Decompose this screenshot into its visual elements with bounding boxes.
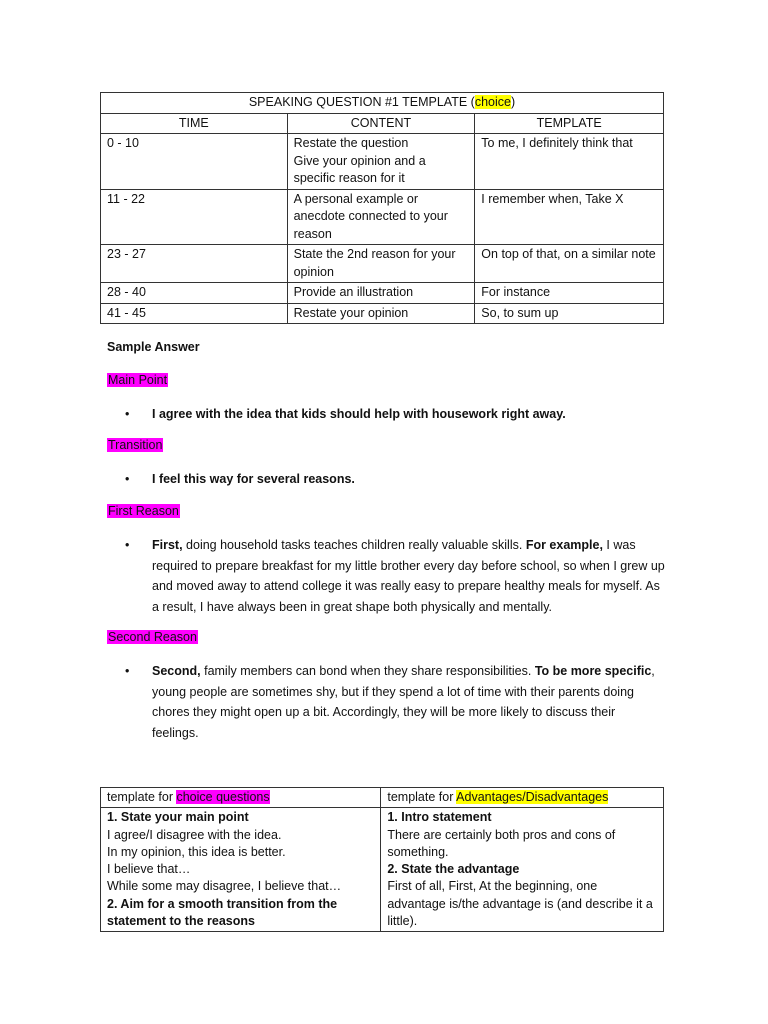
table-header-row	[101, 788, 664, 808]
bullet-icon: •	[125, 664, 130, 678]
list-item: There are certainly both pros and cons of something.	[387, 827, 616, 859]
content-cell: State the 2nd reason for your opinion	[287, 245, 475, 283]
transition-label: Transition	[108, 438, 163, 452]
choice-questions-highlight: choice questions	[176, 790, 270, 804]
list-item: I agree/I disagree with the idea.	[107, 827, 282, 842]
choice-questions-header: template for choice questions	[101, 788, 381, 808]
table-row	[101, 303, 664, 324]
header-content: CONTENT	[287, 113, 475, 134]
template-cell: To me, I definitely think that	[475, 134, 664, 190]
time-cell: 41 - 45	[101, 303, 288, 324]
second-reason-text: Second, family members can bond when they share responsibilities. To be more specific, young people are sometimes shy, but if they spend a lot of time with their parents doing chores they might open up a bit. Accordingly, they will be more likely to discuss their feelings.	[152, 664, 655, 740]
templates-comparison-table	[100, 787, 664, 932]
table-header-row	[101, 113, 664, 134]
list-item	[125, 661, 665, 743]
second-reason-label: Second Reason	[108, 630, 197, 644]
choice-highlight: choice	[474, 95, 511, 109]
list-item: 1. Intro statement	[387, 810, 492, 825]
table-title: SPEAKING QUESTION #1 TEMPLATE (choice)	[101, 93, 664, 114]
table-row	[101, 134, 664, 190]
template-cell: On top of that, on a similar note	[475, 245, 664, 283]
content-cell: Provide an illustration	[287, 283, 475, 304]
speaking-template-table	[100, 92, 664, 324]
time-cell: 28 - 40	[101, 283, 288, 304]
list-item	[125, 535, 665, 617]
table-row	[101, 245, 664, 283]
table-row	[101, 808, 664, 932]
template-cell: For instance	[475, 283, 664, 304]
bullet-icon: •	[125, 407, 130, 421]
list-item: 1. State your main point	[107, 810, 249, 825]
header-template: TEMPLATE	[475, 113, 664, 134]
content-cell: A personal example or anecdote connected to your reason	[287, 189, 475, 245]
time-cell: 11 - 22	[101, 189, 288, 245]
table-row	[101, 189, 664, 245]
list-item: 2. State the advantage	[387, 862, 520, 877]
advantages-cell	[381, 808, 664, 932]
list-item: 2. Aim for a smooth transition from the statement to the reasons	[107, 896, 338, 929]
list-item: I believe that…	[107, 862, 191, 877]
table-row	[101, 283, 664, 304]
list-item	[125, 469, 665, 490]
main-point-text: I agree with the idea that kids should help with housework right away.	[152, 407, 566, 421]
list-item: First of all, First, At the beginning, one advantage is/the advantage is (and describe it a little).	[387, 879, 653, 929]
list-item: While some may disagree, I believe that…	[107, 879, 342, 894]
content-line: Restate the question Give your opinion and a specific reason for it	[293, 136, 426, 185]
header-time: TIME	[101, 113, 288, 134]
first-reason-label: First Reason	[108, 504, 179, 518]
list-item: In my opinion, this idea is better.	[107, 844, 286, 859]
template-cell: I remember when, Take X	[475, 189, 664, 245]
list-item	[125, 404, 665, 425]
template-cell: So, to sum up	[475, 303, 664, 324]
bullet-icon: •	[125, 472, 130, 486]
content-cell	[287, 134, 475, 190]
sample-answer-title: Sample Answer	[107, 340, 200, 354]
bullet-icon: •	[125, 538, 130, 552]
main-point-label: Main Point	[108, 373, 168, 387]
time-cell: 0 - 10	[101, 134, 288, 190]
time-cell: 23 - 27	[101, 245, 288, 283]
first-reason-text: First, doing household tasks teaches children really valuable skills. For example, I was required to prepare breakfast for my little brother every day before school, so when I grew up and moved away to attend college it was really easy to prepare healthy meals for myself. As a result, I have always been in great shape both physically and mentally.	[152, 538, 665, 614]
content-cell: Restate your opinion	[287, 303, 475, 324]
choice-questions-cell	[101, 808, 381, 932]
advantages-highlight: Advantages/Disadvantages	[456, 790, 609, 804]
advantages-header: template for Advantages/Disadvantages	[381, 788, 664, 808]
transition-text: I feel this way for several reasons.	[152, 472, 355, 486]
